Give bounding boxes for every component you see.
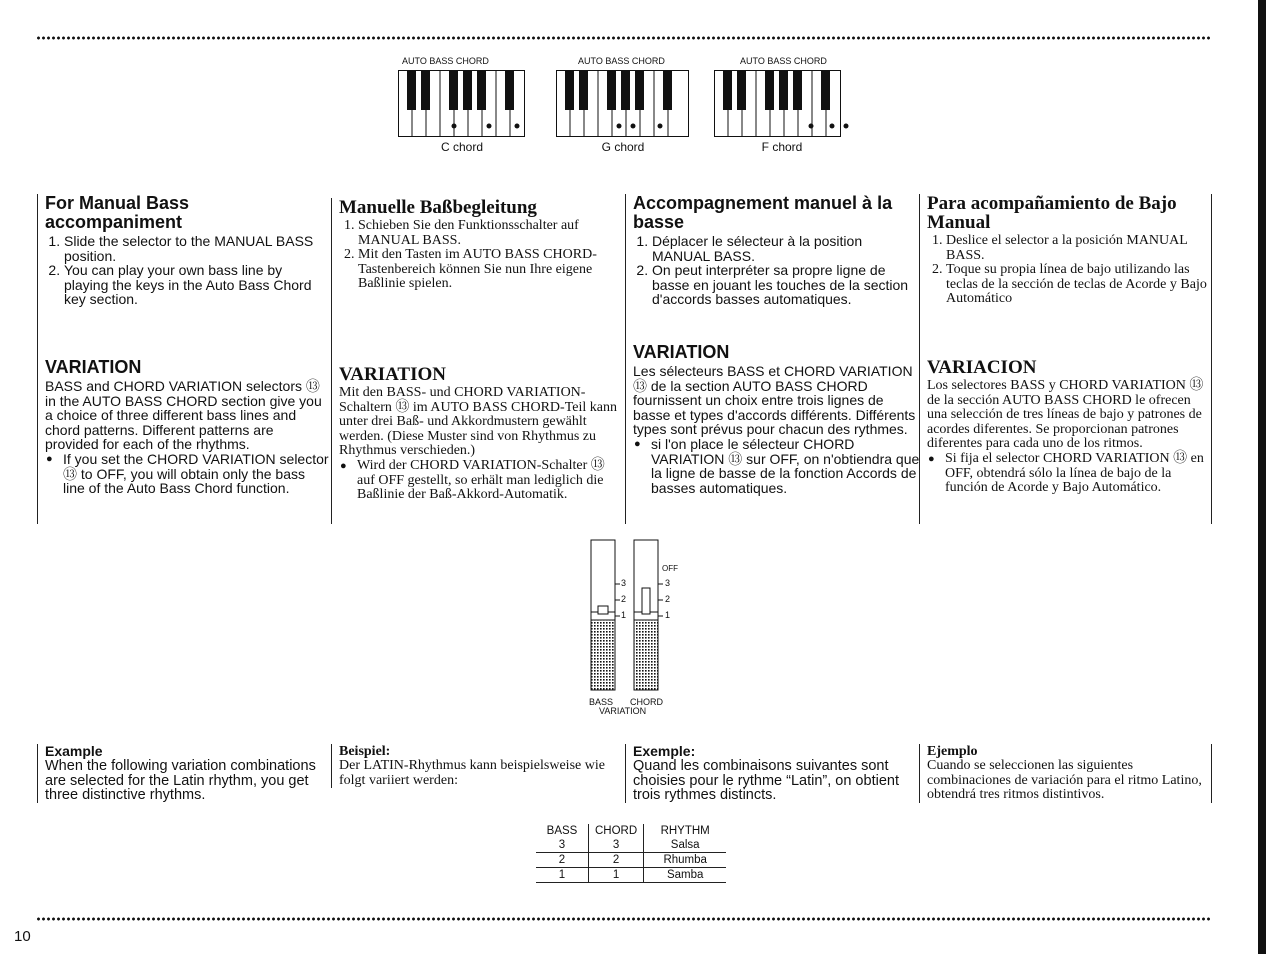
example-spanish	[919, 744, 1212, 803]
column-spanish	[919, 194, 1212, 524]
column-german	[331, 198, 621, 524]
table-cell: 2	[589, 853, 644, 868]
example-text: Cuando se seleccionen las siguientes combinaciones de variación para el ritmo Latino, obtendrá tres ritmos distintivos.	[927, 758, 1202, 803]
page-number: 10	[14, 928, 31, 945]
table-row	[536, 838, 726, 853]
steps-list	[339, 219, 621, 292]
example-title: Example	[45, 743, 103, 759]
example-text: Der LATIN-Rhythmus kann beispielsweise wie folgt variiert werden:	[339, 758, 605, 788]
variation-text: BASS and CHORD VARIATION selectors ⑬ in the AUTO BASS CHORD section give you a choice of three different bass lines and chord patterns. Different patterns are provided for each of the rhythms.	[45, 377, 322, 453]
table-cell: 3	[536, 838, 589, 853]
chord-label: CHORD	[630, 697, 663, 707]
column-header: BASS	[536, 824, 589, 838]
chord-off-label: OFF	[662, 564, 678, 573]
auto-bass-chord-label: AUTO BASS CHORD	[402, 56, 489, 66]
bass-label: BASS	[589, 697, 614, 707]
bass-position-1: 1	[621, 610, 627, 620]
bullet-list	[633, 437, 921, 495]
step-item: 1. Déplacer le sélecteur à la position MANUAL BASS.	[652, 234, 921, 263]
bullet-list	[45, 452, 330, 496]
auto-bass-chord-label: AUTO BASS CHORD	[740, 56, 827, 66]
variation-text: Los selectores BASS y CHORD VARIATION ⑬ de la sección AUTO BASS CHORD le ofrecen una selección de tres líneas de bajo y patrones de acordes diferentes. Se proporcionan patrones diferentes para cada uno de los ritmos.	[927, 377, 1204, 452]
table-cell: 1	[589, 868, 644, 883]
chord-position-1: 1	[665, 610, 671, 620]
example-title: Exemple:	[633, 743, 696, 759]
bottom-dotted-rule	[36, 917, 1212, 921]
example-title: Ejemplo	[927, 744, 978, 759]
steps-list	[927, 234, 1211, 307]
table-cell: 1	[536, 868, 589, 883]
example-english	[37, 744, 329, 803]
step-item: 2. On peut interpréter sa propre ligne de basse en jouant les touches de la section d'accords basses automatiques.	[652, 263, 921, 307]
step-item: 1. Schieben Sie den Funktionsschalter auf MANUAL BASS.	[358, 219, 621, 248]
g-chord-label: G chord	[601, 140, 645, 154]
example-german	[331, 744, 619, 788]
section-title: Manuelle Baßbegleitung	[339, 197, 537, 218]
table-row	[536, 853, 726, 868]
step-item: 2. Mit den Tasten im AUTO BASS CHORD-Tastenbereich können Sie nun Ihre eigene Baßlinie spielen.	[358, 248, 621, 292]
example-text: Quand les combinaisons suivantes sont choisies pour le rythme “Latin”, on obtient trois rythmes distincts.	[633, 758, 899, 804]
table-cell: Rhumba	[644, 853, 727, 868]
bullet-item: ● si l'on place le sélecteur CHORD VARIATION ⑬ sur OFF, on n'obtiendra que la ligne de basse de la fonction Accords de basses automatiques.	[651, 437, 921, 495]
table-cell: 3	[589, 838, 644, 853]
step-item: 1. Deslice el selector a la posición MANUAL BASS.	[946, 234, 1211, 263]
section-title: Accompagnement manuel à la basse	[633, 193, 893, 232]
f-chord-label: F chord	[761, 140, 803, 154]
auto-bass-chord-label: AUTO BASS CHORD	[578, 56, 665, 66]
variation-title: VARIATION	[339, 363, 446, 385]
steps-list	[633, 234, 921, 307]
table-header-row	[536, 824, 726, 838]
column-english	[37, 194, 330, 524]
variation-text: Les sélecteurs BASS et CHORD VARIATION ⑬ de la section AUTO BASS CHORD fournissent un choix entre trois lignes de basse et types d'accords différents. Différents types sont prévus pour chacun des rythmes.	[633, 362, 916, 438]
variation-selector-diagram	[585, 538, 685, 718]
variation-title: VARIATION	[45, 356, 142, 377]
page-edge-bar	[1258, 0, 1266, 954]
variation-title: VARIATION	[633, 341, 730, 362]
chord-position-3: 3	[665, 578, 671, 588]
variation-label: VARIATION	[599, 706, 647, 716]
bullet-list	[927, 452, 1211, 496]
variation-text: Mit den BASS- und CHORD VARIATION-Schaltern ⑬ im AUTO BASS CHORD-Teil kann unter drei Baß- und Akkordmustern gewählt werden. (Diese Muster sind von Rhythmus zu Rhythmus verschieden.)	[339, 384, 617, 459]
bass-position-3: 3	[621, 578, 627, 588]
chord-position-2: 2	[665, 594, 671, 604]
steps-list	[45, 234, 330, 307]
column-header: RHYTHM	[660, 825, 710, 837]
column-french	[625, 194, 921, 524]
table-cell: Samba	[644, 868, 727, 883]
variation-title: VARIACION	[927, 356, 1037, 378]
step-item: 1. Slide the selector to the MANUAL BASS position.	[64, 234, 330, 263]
bullet-item: ● Wird der CHORD VARIATION-Schalter ⑬ auf OFF gestellt, so erhält man lediglich die Baßlinie der Baß-Akkord-Automatik.	[357, 459, 621, 503]
bullet-item: ● Si fija el selector CHORD VARIATION ⑬ en OFF, obtendrá sólo la línea de bajo de la función de Acorde y Bajo Automático.	[945, 452, 1211, 496]
step-item: 2. Toque su propia línea de bajo utilizando las teclas de la sección de teclas de Acorde y Bajo Automático	[946, 263, 1211, 307]
example-text: When the following variation combinations are selected for the Latin rhythm, you get three distinctive rhythms.	[45, 758, 316, 804]
top-dotted-rule	[36, 36, 1212, 40]
example-french	[625, 744, 919, 803]
table-cell: Salsa	[644, 838, 727, 853]
bullet-list	[339, 459, 621, 503]
table-row	[536, 868, 726, 883]
rhythm-table	[536, 824, 726, 883]
table-cell: 2	[536, 853, 589, 868]
example-title: Beispiel:	[339, 744, 391, 759]
column-header: CHORD	[589, 824, 644, 838]
c-chord-label: C chord	[440, 140, 484, 154]
bullet-item: ● If you set the CHORD VARIATION selector ⑬ to OFF, you will obtain only the bass line of the Auto Bass Chord function.	[63, 452, 330, 496]
section-title: Para acompañamiento de Bajo Manual	[927, 193, 1177, 233]
bass-position-2: 2	[621, 594, 627, 604]
step-item: 2. You can play your own bass line by playing the keys in the Auto Bass Chord key section.	[64, 263, 330, 307]
section-title: For Manual Bass accompaniment	[45, 193, 190, 232]
